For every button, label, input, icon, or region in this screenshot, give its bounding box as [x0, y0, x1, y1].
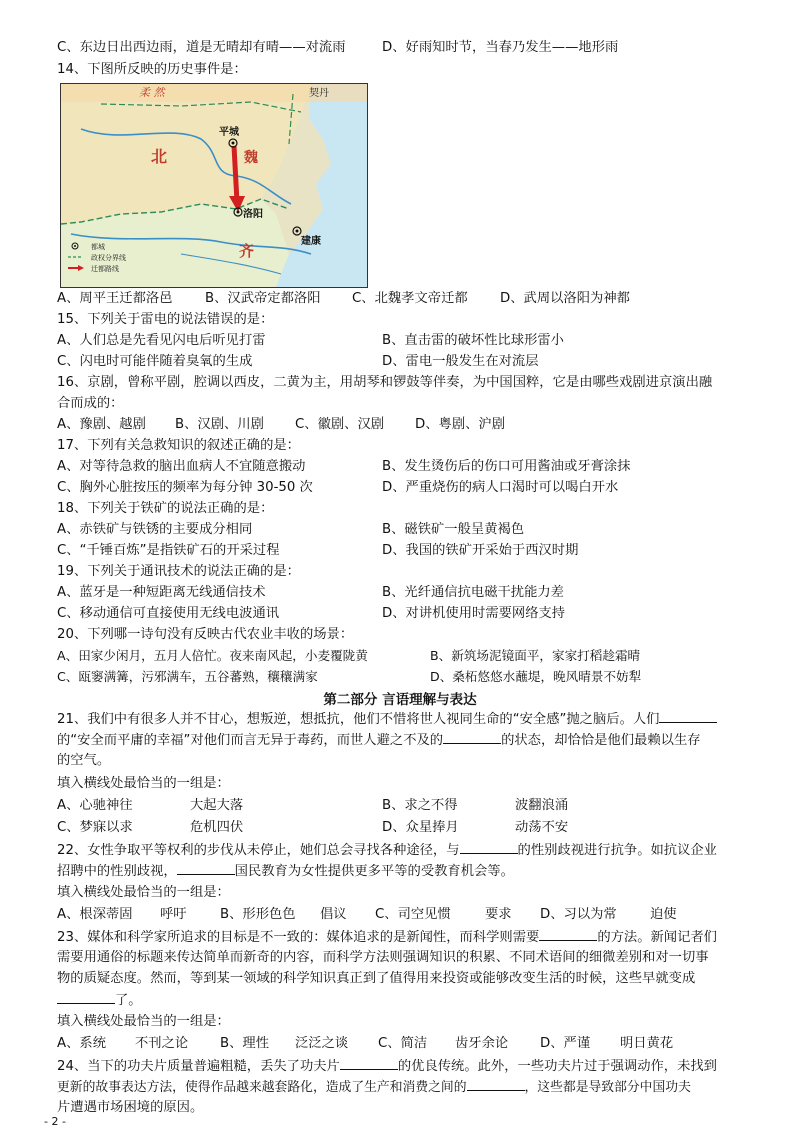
q19-option-d: D、对讲机使用时需要网络支持 [382, 606, 566, 621]
q21-option-b-2: 波翻浪涌 [515, 798, 569, 813]
q19-stem: 19、下列关于通讯技术的说法正确的是： [57, 564, 300, 579]
q13-option-d: D、好雨知时节，当春乃发生——地形雨 [382, 40, 619, 55]
q24-line1: 24、当下的功夫片质量普遍粗糙，丢失了功夫片 的优良传统。此外，一些功夫片过于强调动作，未找到 [57, 1056, 717, 1077]
map-label-luoyang: 洛阳 [243, 209, 263, 220]
q14-stem: 14、下图所反映的历史事件是： [57, 62, 247, 77]
q20-option-a: A、田家少闲月，五月人倍忙。夜来南风起，小麦覆陇黄 [57, 648, 368, 663]
q18-stem: 18、下列关于铁矿的说法正确的是： [57, 501, 274, 516]
q14-option-c: C、北魏孝文帝迁都 [352, 291, 468, 306]
q22-line1: 22、女性争取平等权利的步伐从未停止，她们总会寻找各种途径，与 的性别歧视进行抗争。如抗议企业 [57, 840, 717, 861]
q18-option-b: B、磁铁矿一般呈黄褐色 [382, 522, 525, 537]
q23-line1: 23、媒体和科学家所追求的目标是不一致的：媒体追求的是新闻性，而科学则需要 的方法。新闻记者们 [57, 927, 717, 948]
q20-stem: 20、下列哪一诗句没有反映古代农业丰收的场景： [57, 627, 354, 642]
q24-line2: 更新的故事表达方法，使得作品越来越套路化，造成了生产和消费之间的 ，这些都是导致部分中国功夫 [57, 1077, 691, 1098]
q22-blank-2[interactable] [177, 861, 235, 875]
q23-option-b: B、理性 [220, 1036, 270, 1051]
q23-option-d: D、严谨 [540, 1036, 591, 1051]
q23-line2: 需要用通俗的标题来传达简单而新奇的内容，而科学方法则强调知识的积累、不同术语间的细微差别和对一切事 [57, 950, 709, 965]
q24-blank-2[interactable] [467, 1077, 525, 1091]
q23-option-c-2: 齿牙余论 [455, 1036, 509, 1051]
q21-option-b: B、求之不得 [382, 798, 458, 813]
q21-option-c: C、梦寐以求 [57, 820, 133, 835]
map-label-khitan: 契丹 [309, 88, 329, 99]
q22-option-d: D、习以为常 [540, 907, 617, 922]
q19-option-a: A、蓝牙是一种短距离无线通信技术 [57, 585, 266, 600]
q16-option-d: D、粤剧、沪剧 [415, 417, 506, 432]
q14-option-a: A、周平王迁都洛邑 [57, 291, 173, 306]
q24-blank-1[interactable] [340, 1056, 398, 1070]
q21-blank-2[interactable] [443, 730, 501, 744]
page-number: - 2 - [44, 1115, 66, 1128]
q21-line1: 21、我们中有很多人并不甘心，想叛逆，想抵抗，他们不惜将世人视同生命的“安全感”抛之脑后。人们 [57, 709, 717, 730]
q15-option-c: C、闪电时可能伴随着臭氧的生成 [57, 354, 253, 369]
q22-option-b-2: 倡议 [320, 907, 347, 922]
q21-option-a: A、心驰神往 [57, 798, 133, 813]
q23-option-a-2: 不刊之论 [135, 1036, 189, 1051]
q21-option-a-2: 大起大落 [190, 798, 244, 813]
q21-option-d-2: 动荡不安 [515, 820, 569, 835]
q16-option-c: C、徽剧、汉剧 [295, 417, 385, 432]
q21-option-d: D、众星捧月 [382, 820, 459, 835]
q20-option-d: D、桑柘悠悠水蘸堤，晚风晴景不妨犁 [430, 669, 642, 684]
legend-capital: 都城 [91, 243, 105, 251]
q13-option-c: C、东边日出西边雨，道是无晴却有晴——对流雨 [57, 40, 346, 55]
q23-blank-1[interactable] [539, 927, 597, 941]
q21-blank-1[interactable] [659, 709, 717, 723]
q16-stem-line1: 16、京剧，曾称平剧，腔调以西皮，二黄为主，用胡琴和锣鼓等伴奏，为中国国粹，它是由哪些戏剧进京演出融 [57, 375, 713, 390]
q16-option-a: A、豫剧、越剧 [57, 417, 146, 432]
q15-option-a: A、人们总是先看见闪电后听见打雷 [57, 333, 266, 348]
q20-option-c: C、瓯窭满篝，污邪满车，五谷蕃熟，穰穰满家 [57, 669, 318, 684]
q15-stem: 15、下列关于雷电的说法错误的是： [57, 312, 274, 327]
q16-option-b: B、汉剧、川剧 [175, 417, 264, 432]
q17-option-b: B、发生烫伤后的伤口可用酱油或牙膏涂抹 [382, 459, 631, 474]
q24-line3: 片遭遇市场困境的原因。 [57, 1100, 204, 1115]
q17-option-a: A、对等待急救的脑出血病人不宜随意搬动 [57, 459, 306, 474]
q22-ask: 填入横线处最恰当的一组是： [57, 885, 230, 900]
q22-option-b: B、形形色色 [220, 907, 296, 922]
part2-title: 第二部分 言语理解与表达 [323, 692, 477, 708]
q23-line4: 了。 [57, 990, 142, 1011]
q22-option-d-2: 迫使 [650, 907, 677, 922]
map-label-rouran: 柔 然 [139, 86, 165, 99]
q19-option-b: B、光纤通信抗电磁干扰能力差 [382, 585, 564, 600]
q15-option-d: D、雷电一般发生在对流层 [382, 354, 539, 369]
q23-option-d-2: 明日黄花 [620, 1036, 674, 1051]
q21-ask: 填入横线处最恰当的一组是： [57, 776, 230, 791]
q16-stem-line2: 合而成的： [57, 396, 124, 411]
q20-option-b: B、新筑场泥镜面平，家家打稻趁霜晴 [430, 648, 641, 663]
q14-option-b: B、汉武帝定都洛阳 [205, 291, 321, 306]
q23-option-b-2: 泛泛之谈 [295, 1036, 349, 1051]
q17-option-d: D、严重烧伤的病人口渴时可以喝白开水 [382, 480, 619, 495]
q17-option-c: C、胸外心脏按压的频率为每分钟 30-50 次 [57, 480, 313, 495]
q21-line3: 的空气。 [57, 753, 111, 768]
q22-option-a: A、根深蒂固 [57, 907, 133, 922]
map-label-beiwei-1: 北 [151, 147, 168, 166]
q14-map [60, 83, 368, 288]
q18-option-a: A、赤铁矿与铁锈的主要成分相同 [57, 522, 253, 537]
q23-line3: 物的质疑态度。然而，等到某一领域的科学知识真正到了值得用来投资或能够改变生活的时候，这些早就变成 [57, 971, 696, 986]
q21-option-c-2: 危机四伏 [190, 820, 244, 835]
q21-line2: 的“安全而平庸的幸福”对他们而言无异于毒药，而世人避之不及的 的状态，却恰恰是他们最赖以生存 [57, 730, 701, 751]
q22-line2: 招聘中的性别歧视， 国民教育为女性提供更多平等的受教育机会等。 [57, 861, 514, 882]
q23-option-c: C、简洁 [378, 1036, 428, 1051]
map-label-qi: 齐 [239, 242, 255, 260]
legend-boundary: 政权分界线 [91, 254, 126, 262]
q18-option-d: D、我国的铁矿开采始于西汉时期 [382, 543, 579, 558]
q19-option-c: C、移动通信可直接使用无线电波通讯 [57, 606, 280, 621]
legend-route: 迁都路线 [91, 265, 119, 273]
q18-option-c: C、“千锤百炼”是指铁矿石的开采过程 [57, 543, 280, 558]
q22-blank-1[interactable] [460, 840, 518, 854]
q22-option-c: C、司空见惯 [375, 907, 451, 922]
q22-option-a-2: 呼吁 [160, 907, 187, 922]
q17-stem: 17、下列有关急救知识的叙述正确的是： [57, 438, 300, 453]
q23-blank-2[interactable] [57, 990, 115, 1004]
q23-ask: 填入横线处最恰当的一组是： [57, 1014, 230, 1029]
map-label-pingcheng: 平城 [219, 127, 239, 138]
q15-option-b: B、直击雷的破坏性比球形雷小 [382, 333, 564, 348]
q14-option-d: D、武周以洛阳为神都 [500, 291, 630, 306]
q23-option-a: A、系统 [57, 1036, 106, 1051]
q22-option-c-2: 要求 [485, 907, 512, 922]
map-label-jiankang: 建康 [301, 236, 321, 247]
map-label-beiwei-2: 魏 [244, 150, 258, 166]
